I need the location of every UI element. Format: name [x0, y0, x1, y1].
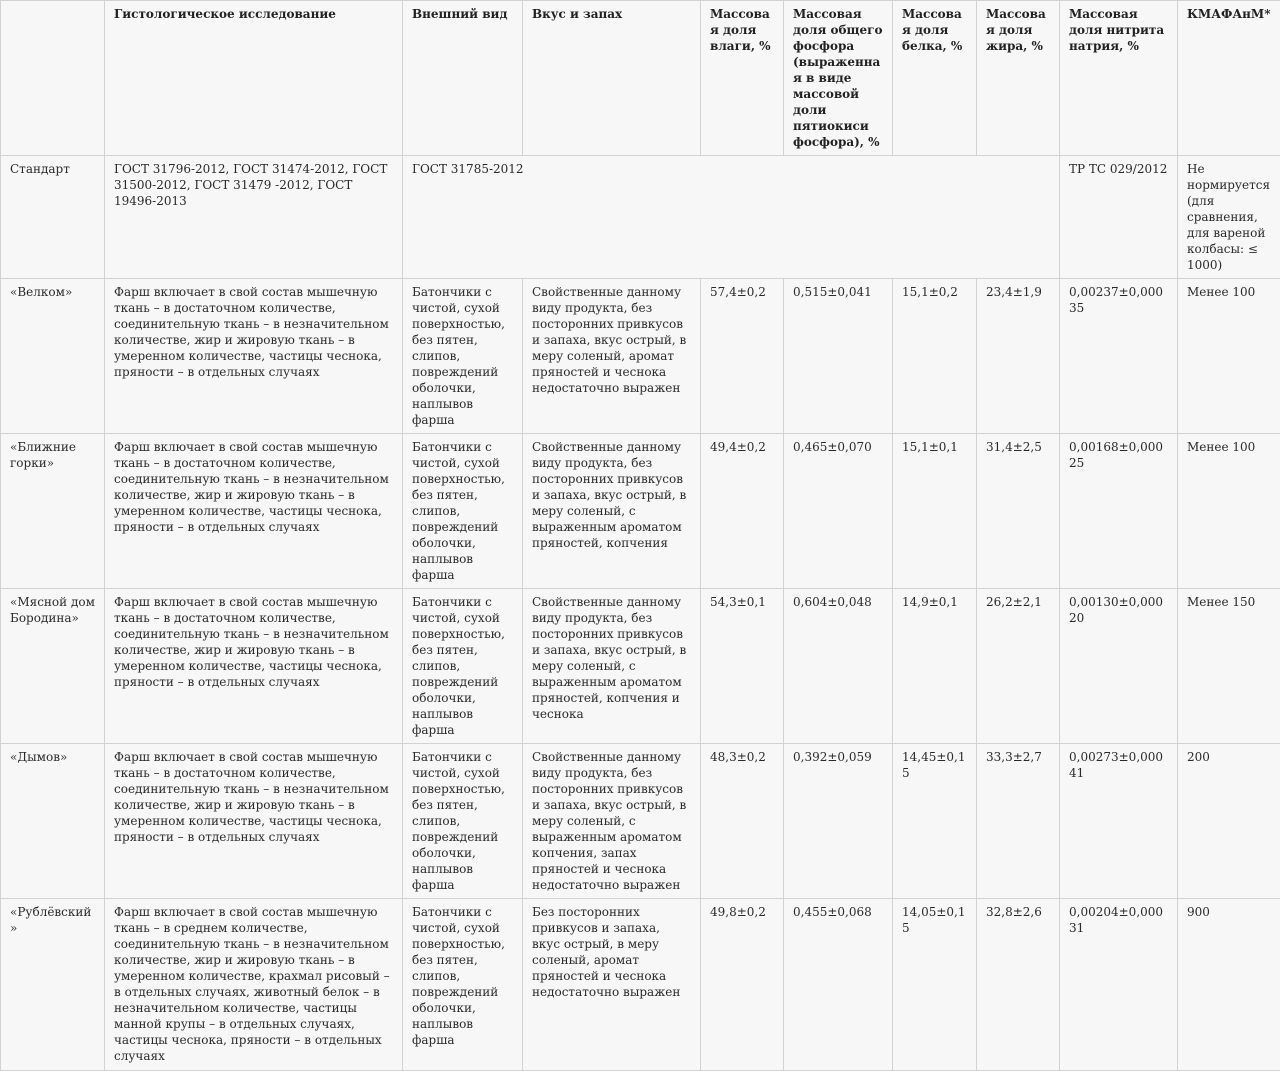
table-row — [1, 744, 1280, 899]
phosphorus-cell: 0,515±0,041 — [784, 279, 893, 434]
taste-cell: Свойственные данному виду продукта, без посторонних привкусов и запаха, вкус острый, в меру соленый, с выраженным ароматом пряностей, копчения и чеснока — [523, 589, 701, 744]
phosphorus-cell: 0,604±0,048 — [784, 589, 893, 744]
standard-kmafanm: Не нормируется (для сравнения, для вареной колбасы: ≤ 1000) — [1178, 156, 1280, 279]
header-protein: Массовая доля белка, % — [893, 1, 977, 156]
table-row — [1, 899, 1280, 1071]
appearance-cell: Батончики с чистой, сухой поверхностью, без пятен, слипов, повреждений оболочки, наплывов фарша — [403, 279, 523, 434]
appearance-cell: Батончики с чистой, сухой поверхностью, без пятен, слипов, повреждений оболочки, наплывов фарша — [403, 589, 523, 744]
fat-cell: 32,8±2,6 — [977, 899, 1060, 1071]
taste-cell: Без посторонних привкусов и запаха, вкус острый, в меру соленый, аромат пряностей и чеснока недостаточно выражен — [523, 899, 701, 1071]
standard-histology: ГОСТ 31796-2012, ГОСТ 31474-2012, ГОСТ 31500-2012, ГОСТ 31479 -2012, ГОСТ 19496-2013 — [105, 156, 403, 279]
header-name — [1, 1, 105, 156]
appearance-cell: Батончики с чистой, сухой поверхностью, без пятен, слипов, повреждений оболочки, наплывов фарша — [403, 434, 523, 589]
protein-cell: 14,45±0,15 — [893, 744, 977, 899]
header-row — [1, 1, 1280, 156]
nitrite-cell: 0,00204±0,00031 — [1060, 899, 1178, 1071]
header-kmafanm: КМАФАнМ* — [1178, 1, 1280, 156]
kmafanm-cell: 200 — [1178, 744, 1280, 899]
moisture-cell: 54,3±0,1 — [701, 589, 784, 744]
standard-nitrite: ТР ТС 029/2012 — [1060, 156, 1178, 279]
phosphorus-cell: 0,465±0,070 — [784, 434, 893, 589]
phosphorus-cell: 0,455±0,068 — [784, 899, 893, 1071]
taste-cell: Свойственные данному виду продукта, без посторонних привкусов и запаха, вкус острый, в меру соленый, с выраженным ароматом копчения, запах пряностей и чеснока недостаточно выражен — [523, 744, 701, 899]
moisture-cell: 57,4±0,2 — [701, 279, 784, 434]
appearance-cell: Батончики с чистой, сухой поверхностью, без пятен, слипов, повреждений оболочки, наплывов фарша — [403, 744, 523, 899]
product-name: «Рублёвский» — [1, 899, 105, 1071]
table-row — [1, 279, 1280, 434]
histology-cell: Фарш включает в свой состав мышечную ткань – в достаточном количестве, соединительную ткань – в незначительном количестве, жир и жировую ткань – в умеренном количестве, частицы чеснока, пряности – в отдельных случаях — [105, 744, 403, 899]
moisture-cell: 49,8±0,2 — [701, 899, 784, 1071]
standard-organoleptic: ГОСТ 31785-2012 — [403, 156, 1060, 279]
taste-cell: Свойственные данному виду продукта, без посторонних привкусов и запаха, вкус острый, в меру соленый, аромат пряностей и чеснока недостаточно выражен — [523, 279, 701, 434]
moisture-cell: 48,3±0,2 — [701, 744, 784, 899]
nitrite-cell: 0,00273±0,00041 — [1060, 744, 1178, 899]
taste-cell: Свойственные данному виду продукта, без посторонних привкусов и запаха, вкус острый, в меру соленый, с выраженным ароматом пряностей, копчения — [523, 434, 701, 589]
header-appearance: Внешний вид — [403, 1, 523, 156]
table-row — [1, 434, 1280, 589]
nitrite-cell: 0,00130±0,00020 — [1060, 589, 1178, 744]
table-row — [1, 589, 1280, 744]
fat-cell: 26,2±2,1 — [977, 589, 1060, 744]
histology-cell: Фарш включает в свой состав мышечную ткань – в достаточном количестве, соединительную ткань – в незначительном количестве, жир и жировую ткань – в умеренном количестве, частицы чеснока, пряности – в отдельных случаях — [105, 434, 403, 589]
moisture-cell: 49,4±0,2 — [701, 434, 784, 589]
header-moisture: Массовая доля влаги, % — [701, 1, 784, 156]
header-nitrite: Массовая доля нитрита натрия, % — [1060, 1, 1178, 156]
kmafanm-cell: Менее 100 — [1178, 434, 1280, 589]
kmafanm-cell: Менее 100 — [1178, 279, 1280, 434]
product-name: «Ближние горки» — [1, 434, 105, 589]
kmafanm-cell: Менее 150 — [1178, 589, 1280, 744]
standard-name: Стандарт — [1, 156, 105, 279]
protein-cell: 15,1±0,1 — [893, 434, 977, 589]
histology-cell: Фарш включает в свой состав мышечную ткань – в среднем количестве, соединительную ткань – в незначительном количестве, жир и жировую ткань – в умеренном количестве, крахмал рисовый – в отдельных случаях, животный белок – в незначительном количестве, частицы манной крупы – в отдельных случаях, частицы чеснока, пряности – в отдельных случаях — [105, 899, 403, 1071]
nitrite-cell: 0,00237±0,00035 — [1060, 279, 1178, 434]
product-name: «Велком» — [1, 279, 105, 434]
header-histology: Гистологическое исследование — [105, 1, 403, 156]
protein-cell: 15,1±0,2 — [893, 279, 977, 434]
histology-cell: Фарш включает в свой состав мышечную ткань – в достаточном количестве, соединительную ткань – в незначительном количестве, жир и жировую ткань – в умеренном количестве, частицы чеснока, пряности – в отдельных случаях — [105, 279, 403, 434]
fat-cell: 31,4±2,5 — [977, 434, 1060, 589]
protein-cell: 14,9±0,1 — [893, 589, 977, 744]
standard-row — [1, 156, 1280, 279]
nitrite-cell: 0,00168±0,00025 — [1060, 434, 1178, 589]
fat-cell: 23,4±1,9 — [977, 279, 1060, 434]
fat-cell: 33,3±2,7 — [977, 744, 1060, 899]
product-name: «Мясной дом Бородина» — [1, 589, 105, 744]
kmafanm-cell: 900 — [1178, 899, 1280, 1071]
header-fat: Массовая доля жира, % — [977, 1, 1060, 156]
protein-cell: 14,05±0,15 — [893, 899, 977, 1071]
appearance-cell: Батончики с чистой, сухой поверхностью, без пятен, слипов, повреждений оболочки, наплывов фарша — [403, 899, 523, 1071]
header-phosphorus: Массовая доля общего фосфора (выраженная в виде массовой доли пятиокиси фосфора), % — [784, 1, 893, 156]
histology-cell: Фарш включает в свой состав мышечную ткань – в достаточном количестве, соединительную ткань – в незначительном количестве, жир и жировую ткань – в умеренном количестве, частицы чеснока, пряности – в отдельных случаях — [105, 589, 403, 744]
phosphorus-cell: 0,392±0,059 — [784, 744, 893, 899]
header-taste: Вкус и запах — [523, 1, 701, 156]
product-name: «Дымов» — [1, 744, 105, 899]
